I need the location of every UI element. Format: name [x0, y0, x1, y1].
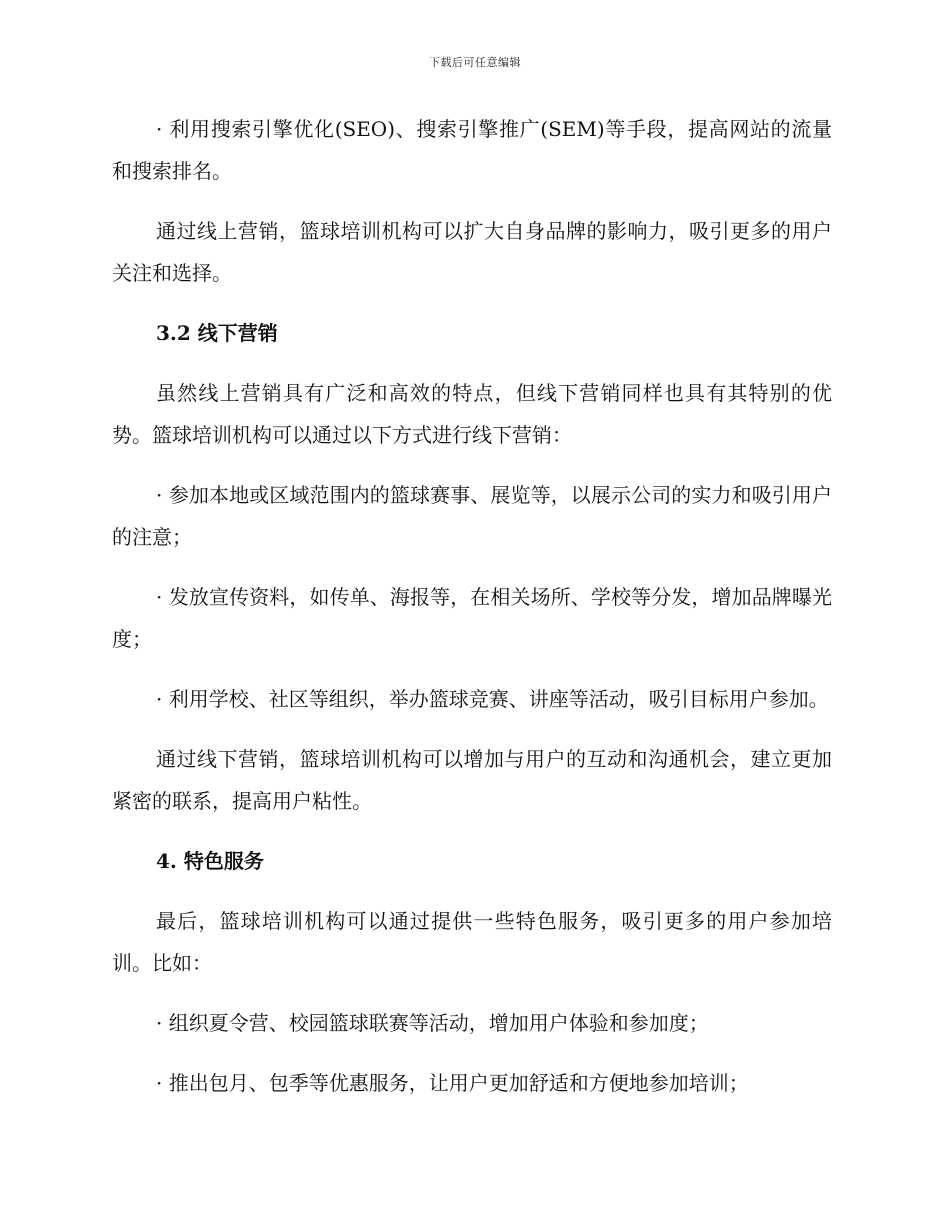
paragraph-flyers-bullet: · 发放宣传资料，如传单、海报等，在相关场所、学校等分发，增加品牌曝光度； [112, 585, 832, 651]
paragraph-online-summary: 通过线上营销，篮球培训机构可以扩大自身品牌的影响力，吸引更多的用户关注和选择。 [112, 219, 832, 285]
document-body [112, 108, 832, 1122]
paragraph-events-bullet: · 参加本地或区域范围内的篮球赛事、展览等，以展示公司的实力和吸引用户的注意； [112, 483, 832, 549]
paragraph-discount-bullet: · 推出包月、包季等优惠服务，让用户更加舒适和方便地参加培训； [156, 1071, 749, 1095]
section-heading-offline-marketing: 3.2 线下营销 [156, 321, 278, 345]
paragraph-seo-bullet: · 利用搜索引擎优化(SEO)、搜索引擎推广(SEM)等手段，提高网站的流量和搜索排名。 [112, 117, 832, 183]
section-heading-special-services: 4. 特色服务 [156, 849, 264, 873]
paragraph-services-intro: 最后，篮球培训机构可以通过提供一些特色服务，吸引更多的用户参加培训。比如： [112, 909, 832, 975]
paragraph-offline-intro: 虽然线上营销具有广泛和高效的特点，但线下营销同样也具有其特别的优势。篮球培训机构可以通过以下方式进行线下营销： [112, 381, 832, 447]
paragraph-camp-bullet: · 组织夏令营、校园篮球联赛等活动，增加用户体验和参加度； [156, 1011, 709, 1035]
paragraph-offline-summary: 通过线下营销，篮球培训机构可以增加与用户的互动和沟通机会，建立更加紧密的联系，提高用户粘性。 [112, 747, 832, 813]
paragraph-community-bullet: · 利用学校、社区等组织，举办篮球竞赛、讲座等活动，吸引目标用户参加。 [156, 687, 829, 711]
header-note: 下载后可任意编辑 [429, 56, 521, 69]
